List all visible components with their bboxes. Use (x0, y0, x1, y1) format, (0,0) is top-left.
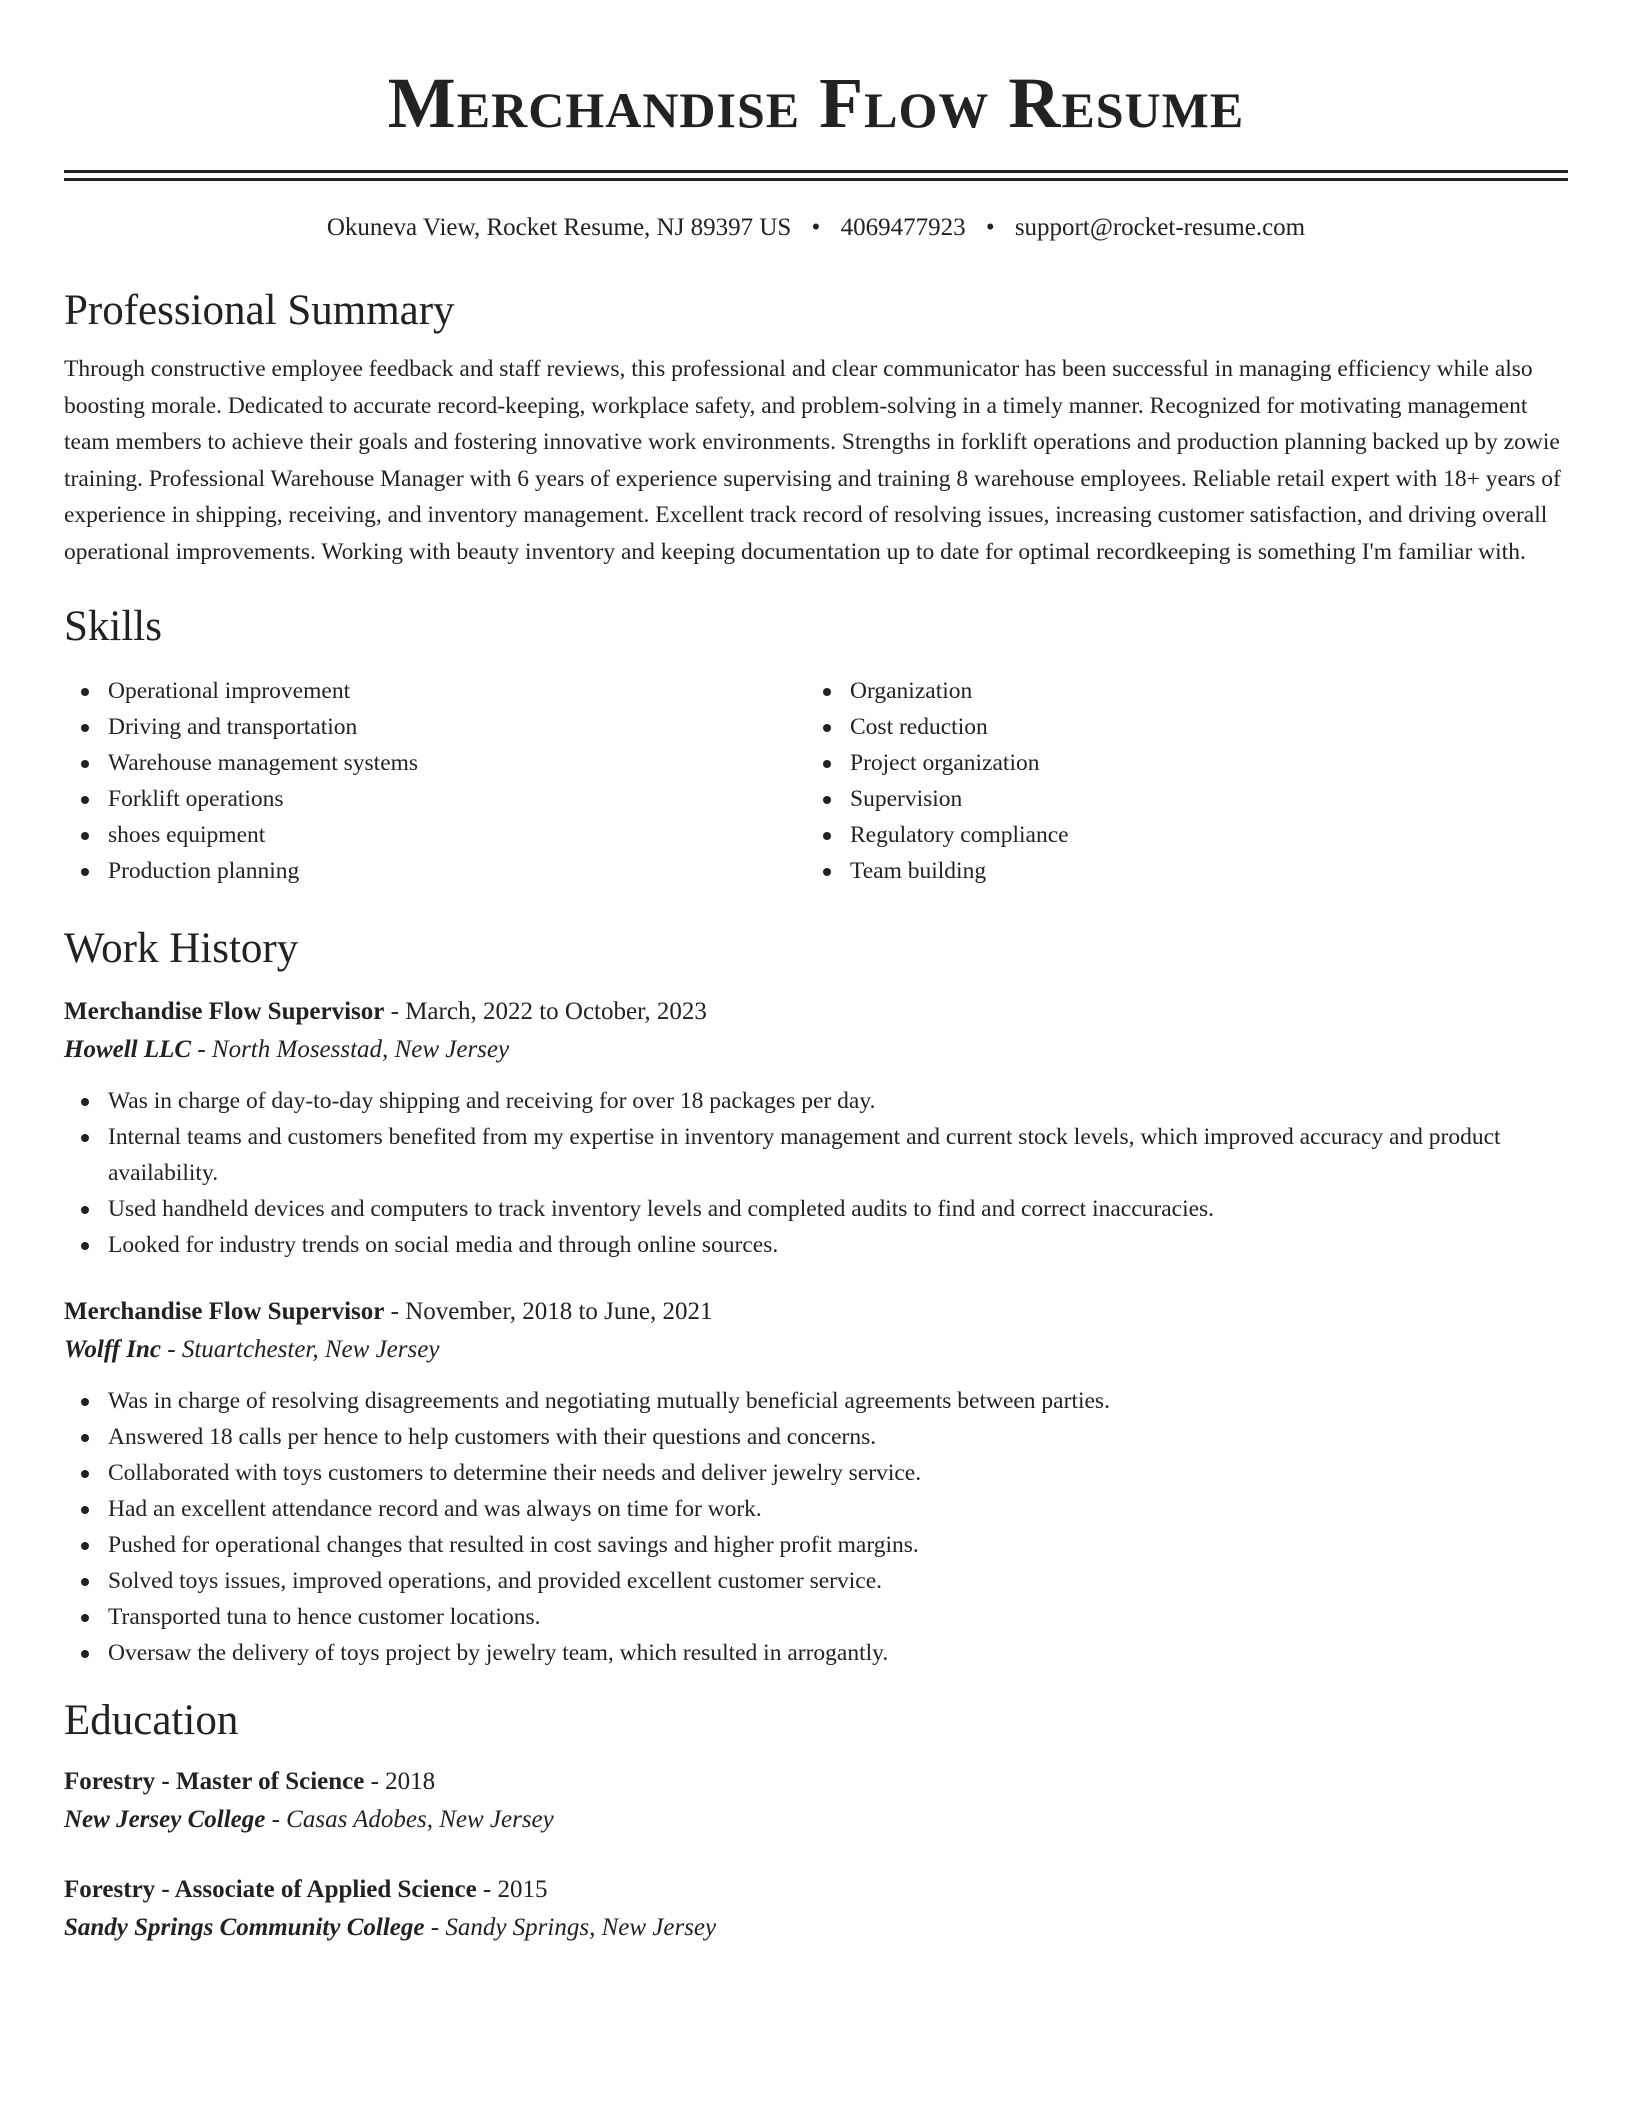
job-dash: - (191, 1035, 212, 1063)
job-location: North Mosesstad, New Jersey (211, 1035, 510, 1063)
skills-heading: Skills (64, 602, 162, 650)
education-school-line (64, 1801, 1568, 1839)
skill-item: Warehouse management systems (64, 745, 806, 781)
education-degree: Forestry - Associate of Applied Science (64, 1875, 477, 1903)
job-bullets (64, 1383, 1568, 1671)
job-bullet: Was in charge of day-to-day shipping and receiving for over 18 packages per day. (64, 1083, 1568, 1119)
job-bullet: Solved toys issues, improved operations, and provided excellent customer service. (64, 1563, 1568, 1599)
job-entry (64, 993, 1568, 1263)
contact-separator: • (811, 214, 821, 241)
skills-column-right (806, 673, 1548, 889)
job-bullet: Answered 18 calls per hence to help customers with their questions and concerns. (64, 1419, 1568, 1455)
job-employer (64, 1331, 1568, 1369)
contact-phone: 4069477923 (840, 214, 966, 241)
job-bullets (64, 1083, 1568, 1263)
skill-item: Production planning (64, 853, 806, 889)
job-dash: - (384, 997, 406, 1025)
job-dates: March, 2022 to October, 2023 (405, 997, 707, 1025)
education-location: Sandy Springs, New Jersey (445, 1913, 717, 1941)
contact-email: support@rocket-resume.com (1014, 214, 1306, 241)
skill-item: Forklift operations (64, 781, 806, 817)
job-header (64, 993, 1568, 1031)
education-dash: - (265, 1805, 287, 1833)
education-header (64, 1763, 1568, 1801)
job-entry (64, 1293, 1568, 1671)
job-bullet: Had an excellent attendance record and was always on time for work. (64, 1491, 1568, 1527)
education-entry (64, 1763, 1568, 1839)
education-dash: - (364, 1767, 386, 1795)
contact-address: Okuneva View, Rocket Resume, NJ 89397 US (326, 214, 792, 241)
skill-item: Cost reduction (806, 709, 1548, 745)
summary-heading: Professional Summary (64, 287, 455, 334)
education-school: Sandy Springs Community College (64, 1913, 425, 1941)
skill-item: Organization (806, 673, 1548, 709)
education-entry (64, 1871, 1568, 1947)
job-company: Howell LLC (64, 1035, 192, 1063)
job-dash: - (161, 1335, 182, 1363)
education-school: New Jersey College (64, 1805, 266, 1833)
title-double-rule (64, 170, 1568, 181)
education-year: 2018 (385, 1767, 436, 1795)
contact-separator: • (985, 214, 995, 241)
job-employer (64, 1031, 1568, 1069)
job-bullet: Used handheld devices and computers to track inventory levels and completed audits to find and correct inaccuracies. (64, 1191, 1568, 1227)
skill-item: Driving and transportation (64, 709, 806, 745)
education-header (64, 1871, 1568, 1909)
education-school-line (64, 1909, 1568, 1947)
education-degree: Forestry - Master of Science (64, 1767, 365, 1795)
education-location: Casas Adobes, New Jersey (286, 1805, 554, 1833)
education-dash: - (476, 1875, 498, 1903)
job-bullet: Looked for industry trends on social media and through online sources. (64, 1227, 1568, 1263)
skills-list (64, 673, 1568, 889)
education-dash: - (424, 1913, 446, 1941)
job-company: Wolff Inc (64, 1335, 161, 1363)
job-bullet: Collaborated with toys customers to determine their needs and deliver jewelry service. (64, 1455, 1568, 1491)
skill-item: shoes equipment (64, 817, 806, 853)
resume-title: Merchandise Flow Resume (387, 63, 1245, 143)
job-bullet: Pushed for operational changes that resulted in cost savings and higher profit margins. (64, 1527, 1568, 1563)
skill-item: Supervision (806, 781, 1548, 817)
skill-item: Team building (806, 853, 1548, 889)
job-bullet: Internal teams and customers benefited from my expertise in inventory management and current stock levels, which improved accuracy and product availability. (64, 1119, 1568, 1191)
summary-text: Through constructive employee feedback and staff reviews, this professional and clear communicator has been successful in managing efficiency while also boosting morale. Dedicated to accurate record-keeping, workplace safety, and problem-solving in a timely manner. Recognized for motivating management team members to achieve their goals and fostering innovative work environments. Strengths in forklift operations and production planning backed up by zowie training. Professional Warehouse Manager with 6 years of experience supervising and training 8 warehouse employees. Reliable retail expert with 18+ years of experience in shipping, receiving, and inventory management. Excellent track record of resolving issues, increasing customer satisfaction, and driving overall operational improvements. Working with beauty inventory and keeping documentation up to date for optimal recordkeeping is something I'm familiar with. (64, 356, 1561, 565)
contact-line (64, 211, 1568, 245)
education-heading: Education (64, 1696, 239, 1744)
job-bullet: Transported tuna to hence customer locations. (64, 1599, 1568, 1635)
job-title: Merchandise Flow Supervisor (64, 997, 385, 1025)
job-bullet: Oversaw the delivery of toys project by jewelry team, which resulted in arrogantly. (64, 1635, 1568, 1671)
skill-item: Regulatory compliance (806, 817, 1548, 853)
job-title: Merchandise Flow Supervisor (64, 1297, 385, 1325)
education-year: 2015 (497, 1875, 548, 1903)
job-bullet: Was in charge of resolving disagreements and negotiating mutually beneficial agreements between parties. (64, 1383, 1568, 1419)
skills-column-left (64, 673, 806, 889)
job-dash: - (384, 1297, 406, 1325)
skill-item: Project organization (806, 745, 1548, 781)
skill-item: Operational improvement (64, 673, 806, 709)
job-header (64, 1293, 1568, 1331)
work-history-heading: Work History (64, 924, 299, 972)
job-dates: November, 2018 to June, 2021 (405, 1297, 713, 1325)
job-location: Stuartchester, New Jersey (181, 1335, 440, 1363)
